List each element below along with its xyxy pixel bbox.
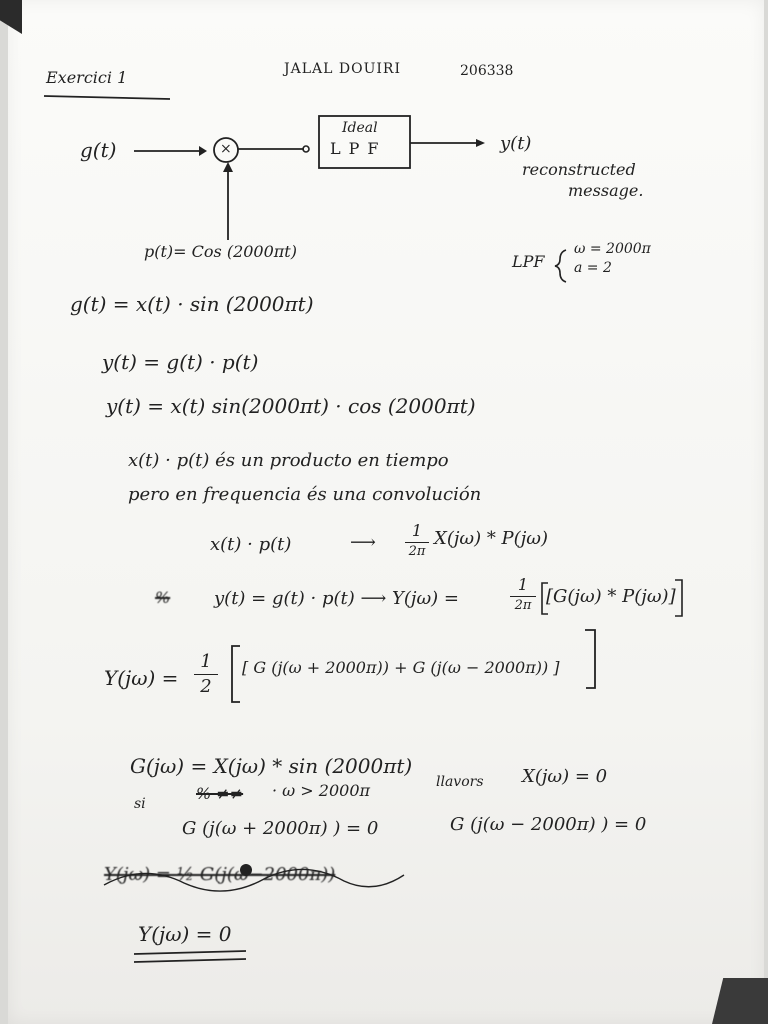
equation-line-11-right: G (j(ω − 2000π) ) = 0 [450,814,647,835]
student-id: 206338 [460,63,514,79]
input-arrow-head [199,146,207,156]
fraction-line-8 [194,652,218,697]
condition-struck: % ≠≠ [196,784,244,803]
bracket-left-l8 [232,646,240,702]
bracket-right-l7 [675,580,682,616]
equation-line-7-left: y(t) = g(t) · p(t) ⟶ Y(jω) = [214,588,459,609]
bracket-right-l8 [585,630,595,688]
carrier-label: p(t)= Cos (2000πt) [144,242,297,261]
text-line-5: pero en frequencia és una convolución [128,484,482,505]
equation-line-1: g(t) = x(t) · sin (2000πt) [70,292,314,316]
diagram-output-label: y(t) [500,133,532,154]
multiplier-symbol: × [220,141,232,157]
equation-line-7-right: [G(jω) * P(jω)] [546,586,676,607]
text-line-4: x(t) · p(t) és un producto en tiempo [128,450,449,471]
fraction-line-7-den: 2π [514,597,532,613]
output-note-2: message. [568,181,644,200]
equation-line-11-left: G (j(ω + 2000π) ) = 0 [182,818,379,839]
fraction-line-6-den: 2π [408,543,426,559]
equation-line-9: G(jω) = X(jω) * sin (2000πt) [130,754,413,778]
equation-line-8-right: [ G (j(ω + 2000π)) + G (j(ω − 2000π)) ] [242,658,560,677]
lpf-brace [555,250,566,282]
exercise-title: Exercici 1 [46,68,128,87]
condition-omega: · ω > 2000π [272,781,371,800]
condition-result: X(jω) = 0 [522,766,608,787]
final-underline-1 [134,951,246,954]
fraction-line-8-num: 1 [200,651,212,672]
diagram-input-label: g(t) [80,138,117,162]
filter-label-main: LPF [330,139,387,158]
lpf-spec-prefix: LPF [512,252,545,271]
output-arrow-head [476,139,485,147]
carrier-arrow-head [223,162,233,172]
equation-line-6-right: X(jω) * P(jω) [434,528,548,549]
condition-then: llavors [436,774,484,790]
equation-line-6-left: x(t) · p(t) [210,534,292,555]
struck-equation-line-12: Y(jω) = ½ G(j(ω−2000π)) [104,864,336,885]
fraction-line-8-den: 2 [200,675,212,697]
lpf-spec-a: a = 2 [574,260,612,276]
equation-line-6-arrow: ⟶ [350,532,376,553]
fraction-line-6-num: 1 [411,521,423,540]
fraction-line-7 [510,576,536,613]
final-underline-2 [134,959,246,962]
equation-line-3: y(t) = x(t) sin(2000πt) · cos (2000πt) [106,394,476,418]
equation-line-8-left: Y(jω) = [104,666,179,690]
fraction-line-6 [405,522,429,559]
filter-label-top: Ideal [342,120,378,136]
author-name: JALAL DOUIRI [284,61,401,77]
fraction-line-7-num: 1 [517,575,529,594]
condition-si: si [134,796,146,812]
title-underline [44,96,170,99]
lpf-spec-w: ω = 2000π [574,241,651,257]
equation-line-2: y(t) = g(t) · p(t) [102,350,259,374]
struck-mark-line-7: % [155,588,171,607]
final-result: Y(jω) = 0 [138,922,232,946]
output-note-1: reconstructed [522,160,636,179]
